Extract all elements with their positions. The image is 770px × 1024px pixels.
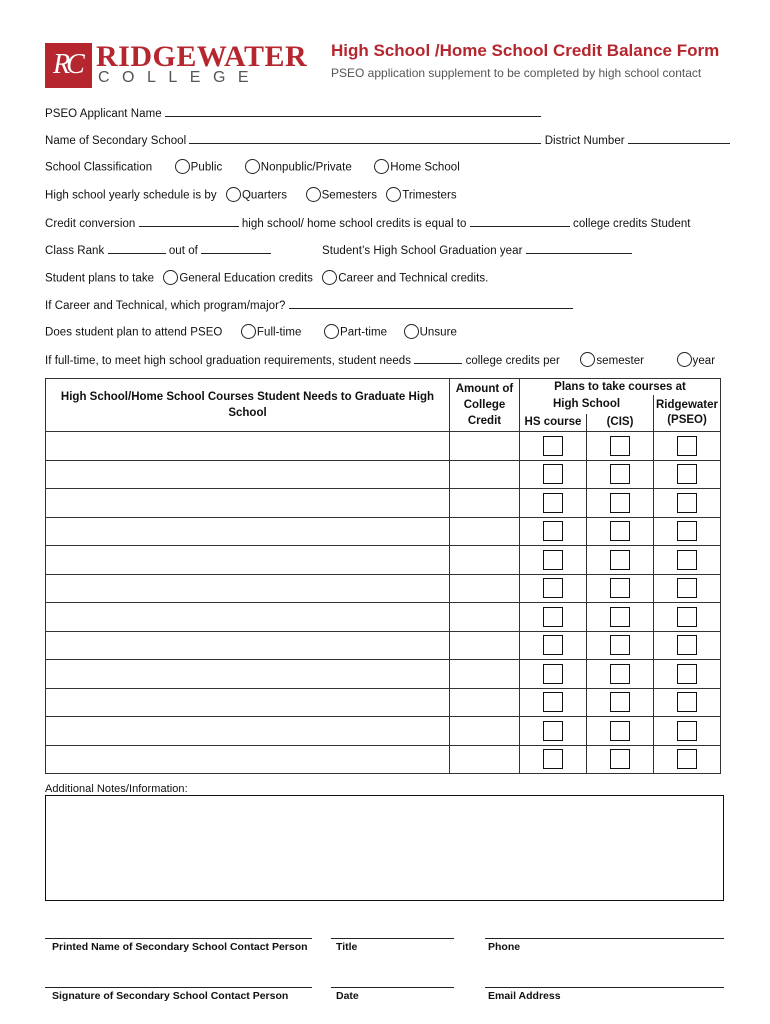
email-label: Email Address [488, 990, 561, 1002]
printed-name-label: Printed Name of Secondary School Contact Person [52, 941, 308, 953]
credit-amount-cell[interactable] [450, 489, 520, 518]
table-row [46, 574, 721, 603]
cis-checkbox[interactable] [610, 521, 630, 541]
schedule-row: High school yearly schedule is by Quarters Semesters Trimesters [45, 188, 457, 203]
course-cell[interactable] [46, 574, 450, 603]
checkbox-cell [587, 574, 654, 603]
parttime-radio[interactable] [324, 324, 339, 339]
checkbox-cell [654, 517, 721, 546]
school-name-field[interactable] [189, 133, 541, 144]
credit-amount-cell[interactable] [450, 660, 520, 689]
year-radio[interactable] [677, 352, 692, 367]
checkbox-cell [654, 574, 721, 603]
trimesters-radio[interactable] [386, 187, 401, 202]
checkbox-cell [587, 489, 654, 518]
cis-checkbox[interactable] [610, 664, 630, 684]
cis-checkbox[interactable] [610, 692, 630, 712]
credit-amount-cell[interactable] [450, 432, 520, 461]
table-row [46, 745, 721, 774]
page-title: High School /Home School Credit Balance Form [331, 41, 720, 60]
course-cell[interactable] [46, 660, 450, 689]
attend-row: Does student plan to attend PSEO Full-time Part-time Unsure [45, 325, 457, 340]
hs-course-checkbox[interactable] [543, 550, 563, 570]
checkbox-cell [520, 517, 587, 546]
cis-header: (CIS) [587, 414, 654, 432]
hs-course-checkbox[interactable] [543, 607, 563, 627]
course-cell[interactable] [46, 745, 450, 774]
applicant-row: PSEO Applicant Name [45, 106, 541, 120]
checkbox-cell [654, 688, 721, 717]
table-row [46, 460, 721, 489]
checkbox-cell [654, 603, 721, 632]
credits-needed-field[interactable] [414, 353, 462, 364]
hs-course-checkbox[interactable] [543, 436, 563, 456]
checkbox-cell [654, 745, 721, 774]
checkbox-cell [520, 432, 587, 461]
nonpublic-radio[interactable] [245, 159, 260, 174]
class-rank-row: Class Rank out of [45, 243, 271, 257]
homeschool-radio[interactable] [374, 159, 389, 174]
career-tech-radio[interactable] [322, 270, 337, 285]
pseo-checkbox[interactable] [677, 692, 697, 712]
hs-course-checkbox[interactable] [543, 464, 563, 484]
credit-amount-cell[interactable] [450, 603, 520, 632]
ridgewater-header: Ridgewater (PSEO) [654, 395, 721, 432]
course-cell[interactable] [46, 717, 450, 746]
credit-amount-cell[interactable] [450, 546, 520, 575]
checkbox-cell [587, 517, 654, 546]
hs-credits-field[interactable] [139, 216, 239, 227]
semester-radio[interactable] [580, 352, 595, 367]
class-size-field[interactable] [201, 243, 271, 254]
checkbox-cell [520, 460, 587, 489]
credit-amount-cell[interactable] [450, 460, 520, 489]
course-cell[interactable] [46, 460, 450, 489]
fulltime-radio[interactable] [241, 324, 256, 339]
table-row [46, 546, 721, 575]
checkbox-cell [587, 546, 654, 575]
classification-row: School Classification Public Nonpublic/Private Home School [45, 160, 460, 175]
logo-mark: RC [45, 43, 92, 88]
college-credits-field[interactable] [470, 216, 570, 227]
pseo-checkbox[interactable] [677, 493, 697, 513]
program-major-field[interactable] [289, 298, 573, 309]
title-label: Title [336, 941, 358, 953]
hs-course-checkbox[interactable] [543, 521, 563, 541]
cis-checkbox[interactable] [610, 578, 630, 598]
checkbox-cell [654, 432, 721, 461]
pseo-checkbox[interactable] [677, 721, 697, 741]
table-row [46, 631, 721, 660]
checkbox-cell [520, 546, 587, 575]
checkbox-cell [587, 688, 654, 717]
title-line[interactable] [331, 938, 454, 939]
checkbox-cell [587, 603, 654, 632]
hs-course-checkbox[interactable] [543, 635, 563, 655]
checkbox-cell [654, 460, 721, 489]
checkbox-cell [654, 660, 721, 689]
checkbox-cell [587, 432, 654, 461]
checkbox-cell [654, 717, 721, 746]
notes-textarea[interactable] [45, 795, 724, 901]
pseo-checkbox[interactable] [677, 664, 697, 684]
course-cell[interactable] [46, 631, 450, 660]
hs-course-header: HS course [520, 414, 587, 432]
table-row [46, 489, 721, 518]
cis-checkbox[interactable] [610, 436, 630, 456]
hs-course-checkbox[interactable] [543, 692, 563, 712]
hs-course-checkbox[interactable] [543, 749, 563, 769]
page-subtitle: PSEO application supplement to be completed by high school contact [331, 66, 702, 80]
gen-ed-radio[interactable] [163, 270, 178, 285]
email-line[interactable] [485, 987, 724, 988]
credit-amount-cell[interactable] [450, 517, 520, 546]
checkbox-cell [520, 574, 587, 603]
checkbox-cell [587, 460, 654, 489]
pseo-checkbox[interactable] [677, 550, 697, 570]
pseo-checkbox[interactable] [677, 749, 697, 769]
checkbox-cell [520, 660, 587, 689]
course-cell[interactable] [46, 517, 450, 546]
cis-checkbox[interactable] [610, 635, 630, 655]
checkbox-cell [587, 745, 654, 774]
notes-label: Additional Notes/Information: [45, 783, 188, 795]
semesters-radio[interactable] [306, 187, 321, 202]
checkbox-cell [587, 660, 654, 689]
pseo-checkbox[interactable] [677, 578, 697, 598]
logo-name: RIDGEWATER [96, 40, 308, 73]
fulltime-row: If full-time, to meet high school graduation requirements, student needs college credits per semester year [45, 353, 715, 368]
date-line[interactable] [331, 987, 454, 988]
cis-checkbox[interactable] [610, 550, 630, 570]
signature-line[interactable] [45, 987, 312, 988]
high-school-header: High School [520, 395, 654, 414]
pseo-checkbox[interactable] [677, 464, 697, 484]
hs-course-checkbox[interactable] [543, 664, 563, 684]
checkbox-cell [587, 717, 654, 746]
hs-course-checkbox[interactable] [543, 493, 563, 513]
checkbox-cell [654, 631, 721, 660]
table-row [46, 603, 721, 632]
table-row [46, 717, 721, 746]
credit-amount-cell[interactable] [450, 717, 520, 746]
grad-year-row: Student’s High School Graduation year [322, 243, 632, 257]
pseo-checkbox[interactable] [677, 436, 697, 456]
cis-checkbox[interactable] [610, 607, 630, 627]
logo-college: COLLEGE [98, 69, 262, 86]
cis-checkbox[interactable] [610, 464, 630, 484]
district-number-field[interactable] [628, 133, 730, 144]
credit-conversion-row: Credit conversion high school/ home school credits is equal to college credits Student [45, 218, 691, 230]
table-row [46, 432, 721, 461]
checkbox-cell [520, 717, 587, 746]
pseo-checkbox[interactable] [677, 607, 697, 627]
applicant-name-field[interactable] [165, 106, 541, 117]
plans-row: Student plans to take General Education credits Career and Technical credits. [45, 271, 488, 286]
courses-column-header: High School/Home School Courses Student Needs to Graduate High School [46, 379, 450, 432]
course-cell[interactable] [46, 688, 450, 717]
table-row [46, 517, 721, 546]
hs-course-checkbox[interactable] [543, 721, 563, 741]
checkbox-cell [520, 603, 587, 632]
checkbox-cell [654, 489, 721, 518]
checkbox-cell [520, 631, 587, 660]
signature-label: Signature of Secondary School Contact Person [52, 990, 289, 1002]
career-row: If Career and Technical, which program/major? [45, 298, 573, 312]
checkbox-cell [587, 631, 654, 660]
course-cell[interactable] [46, 603, 450, 632]
quarters-radio[interactable] [226, 187, 241, 202]
checkbox-cell [654, 546, 721, 575]
public-radio[interactable] [175, 159, 190, 174]
unsure-radio[interactable] [404, 324, 419, 339]
course-cell[interactable] [46, 546, 450, 575]
printed-name-line[interactable] [45, 938, 312, 939]
table-row [46, 688, 721, 717]
pseo-checkbox[interactable] [677, 635, 697, 655]
credit-amount-cell[interactable] [450, 688, 520, 717]
pseo-checkbox[interactable] [677, 521, 697, 541]
courses-table [45, 378, 721, 774]
checkbox-cell [520, 688, 587, 717]
school-row: Name of Secondary School District Number [45, 133, 730, 147]
cis-checkbox[interactable] [610, 493, 630, 513]
course-cell[interactable] [46, 489, 450, 518]
checkbox-cell [520, 489, 587, 518]
date-label: Date [336, 990, 359, 1002]
checkbox-cell [520, 745, 587, 774]
plans-header: Plans to take courses at [520, 379, 721, 396]
amount-column-header: Amount of College Credit [450, 379, 520, 432]
grad-year-field[interactable] [526, 243, 632, 254]
phone-label: Phone [488, 941, 521, 953]
table-row [46, 660, 721, 689]
credit-amount-cell[interactable] [450, 631, 520, 660]
hs-course-checkbox[interactable] [543, 578, 563, 598]
credit-amount-cell[interactable] [450, 574, 520, 603]
course-cell[interactable] [46, 432, 450, 461]
cis-checkbox[interactable] [610, 749, 630, 769]
phone-line[interactable] [485, 938, 724, 939]
class-rank-field[interactable] [108, 243, 166, 254]
credit-amount-cell[interactable] [450, 745, 520, 774]
cis-checkbox[interactable] [610, 721, 630, 741]
